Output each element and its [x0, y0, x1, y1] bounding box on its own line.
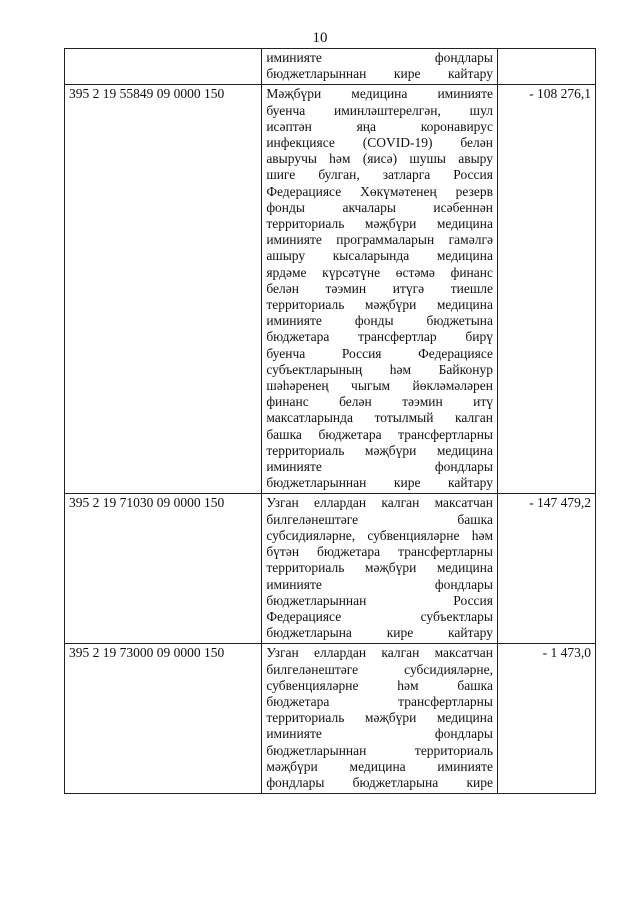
description-line: шәһәренең чыгым йөкләмәләрен	[266, 378, 493, 394]
page-number: 10	[312, 30, 328, 46]
amount-cell: - 108 276,1	[497, 85, 595, 494]
budget-code-cell: 395 2 19 71030 09 0000 150	[65, 494, 262, 644]
description-line: Узган еллардан калган максатчан	[266, 495, 493, 511]
description-line: ашыру кысаларында медицина	[266, 248, 493, 264]
description-line: бюджетара трансфертлар бирү	[266, 329, 493, 345]
table-row	[65, 85, 596, 494]
table-row	[65, 49, 596, 85]
description-line: фонды акчалары исәбеннән	[266, 199, 493, 215]
description-line: инфекциясе (COVID-19) белән	[266, 135, 493, 151]
description-cell	[262, 85, 498, 494]
description-cell	[262, 494, 498, 644]
table-row	[65, 494, 596, 644]
description-line: иминияте фондлары	[266, 576, 493, 592]
description-line: бюджетларыннан кире кайтару	[266, 475, 493, 491]
description-line: финанс белән тәэмин итү	[266, 394, 493, 410]
description-line: Узган еллардан калган максатчан	[266, 645, 493, 661]
description-line: мәҗбүри медицина иминияте	[266, 758, 493, 774]
description-line: иминияте программаларын гамәлгә	[266, 232, 493, 248]
budget-code-cell: 395 2 19 55849 09 0000 150	[65, 85, 262, 494]
description-line: субсидияләрне, субвенцияләрне һәм	[266, 527, 493, 543]
description-line: бюджетларыннан Россия	[266, 592, 493, 608]
description-cell	[262, 49, 498, 85]
description-line: иминияте фондлары	[266, 459, 493, 475]
description-line: шиге булган, затларга Россия	[266, 167, 493, 183]
description-line: территориаль мәҗбүри медицина	[266, 216, 493, 232]
description-line: билгеләнештәге субсидияләрне,	[266, 661, 493, 677]
description-line: территориаль мәҗбүри медицина	[266, 560, 493, 576]
description-line: башка бюджетара трансфертларны	[266, 426, 493, 442]
description-line: буенча иминләштерелгән, шул	[266, 102, 493, 118]
description-line: бюджетларыннан территориаль	[266, 742, 493, 758]
budget-table	[64, 48, 596, 794]
amount-cell: - 147 479,2	[497, 494, 595, 644]
amount-cell: - 1 473,0	[497, 644, 595, 794]
description-line: территориаль мәҗбүри медицина	[266, 710, 493, 726]
budget-code-cell: 395 2 19 73000 09 0000 150	[65, 644, 262, 794]
description-line: субъектларының һәм Байконур	[266, 361, 493, 377]
description-line: авыручы һәм (яисә) шушы авыру	[266, 151, 493, 167]
description-line: территориаль мәҗбүри медицина	[266, 297, 493, 313]
description-cell	[262, 644, 498, 794]
description-line: субвенцияләрне һәм башка	[266, 677, 493, 693]
description-line: Мәҗбүри медицина иминияте	[266, 86, 493, 102]
description-line: фондлары бюджетларына кире	[266, 774, 493, 790]
amount-cell	[497, 49, 595, 85]
description-line: иминияте фондлары	[266, 50, 493, 65]
description-line: территориаль мәҗбүри медицина	[266, 442, 493, 458]
description-line: максатларында тотылмый калган	[266, 410, 493, 426]
description-line: ярдәме күрсәтүне өстәмә финанс	[266, 264, 493, 280]
description-line: Федерациясе Хөкүмәтенең резерв	[266, 183, 493, 199]
description-line: иминияте фонды бюджетына	[266, 313, 493, 329]
description-line: Федерациясе субъектлары	[266, 608, 493, 624]
description-line: бюджетларына кире кайтару	[266, 625, 493, 641]
description-line: бюджетара трансфертларны	[266, 693, 493, 709]
table-row	[65, 644, 596, 794]
description-line: бүтән бюджетара трансфертларны	[266, 544, 493, 560]
description-line: исәптән яңа коронавирус	[266, 118, 493, 134]
description-line: бюджетларыннан кире кайтару	[266, 66, 493, 82]
description-line: иминияте фондлары	[266, 726, 493, 742]
description-line: белән тәэмин итүгә тиешле	[266, 280, 493, 296]
description-line: буенча Россия Федерациясе	[266, 345, 493, 361]
description-line: билгеләнештәге башка	[266, 511, 493, 527]
budget-code-cell	[65, 49, 262, 85]
